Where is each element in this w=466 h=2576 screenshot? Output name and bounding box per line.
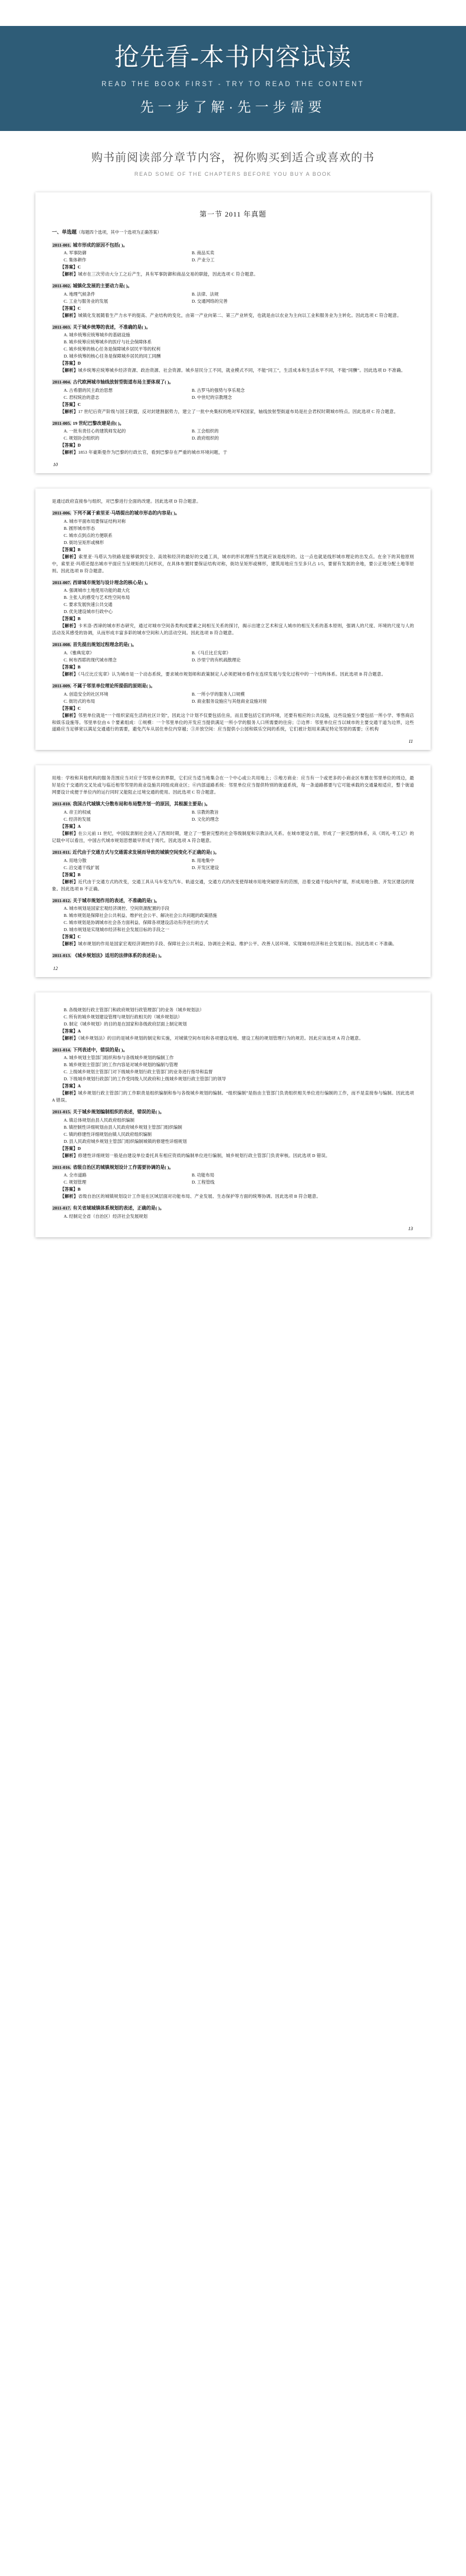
answer-label: 【答案】 [60,664,78,670]
question-text: 下列表述中，错误的是( )。 [71,1047,128,1053]
question-block [52,897,414,948]
analysis-label: 【解析】 [60,879,78,884]
answer-line [52,705,414,712]
question-text: 不属于邻里单位理论所提倡的原则是( )。 [71,683,156,689]
answer-value: D [77,1145,81,1151]
question-text: 近代由于交通方式与交通需求发展而导致的城镇空间变化不正确的是( )。 [71,849,219,855]
option-item[interactable]: B. 城乡统筹应统筹城乡的医疗与社会保障体系 [64,339,152,345]
question-stem [52,1164,414,1172]
question-text: 古代欧洲城市轴线放射型街道布局主要体现了( )。 [71,379,174,385]
answer-label: 【答案】 [60,705,78,711]
question-stem [52,1047,414,1054]
page-content [52,1007,414,1220]
analysis-text: 索里亚·马塔认为铁路是能够做到安全、高效和经济的最好的交通工具，城市的形状理所当然就应该是线形的。这一点也就是线形城市理论的出发点。在余下的其他原则中，索里亚·玛塔还提出城市平面应当呈规矩的几何形状，在具体布置时要保证结构对称，街坊呈矩形或梯形，建筑用地应当至多只占 1/5，要留有发展的余地，要公正地分配土地等原则。因此选项 B 符合题意。 [52,553,414,573]
question-text: 下列不属于索里亚·马塔提出的城市形态的内容是( )。 [71,510,180,516]
analysis-label: 【解析】 [60,368,78,373]
question-block [52,1164,414,1201]
question-stem [52,849,414,857]
option-row [52,698,414,705]
answer-label: 【答案】 [60,264,78,270]
question-number: 2011-013. [52,953,71,959]
option-row [52,650,414,657]
option-row [52,1213,414,1220]
option-row [52,394,414,401]
option-item[interactable]: B. 城乡规划主管部门的工作内容是对城乡规划的编制与管理 [64,1062,178,1068]
analysis-label: 【解析】 [60,941,78,947]
top-spacer [0,0,466,26]
option-item[interactable]: B. 工会组织的 [192,428,219,434]
option-item[interactable]: B. 法律、法规 [192,291,219,297]
option-item[interactable]: D. 城市规划是实现城市经济和社会发展目标的手段之一 [64,927,170,933]
answer-value: D [77,443,81,448]
analysis-line [52,408,414,415]
option-item[interactable]: B.《马丘比丘宪章》 [192,650,231,656]
option-row [52,291,414,298]
continuation-paragraph: 是通过政府直接参与组织，对巴黎进行全面的改建。因此选项 D 符合题意。 [52,499,201,504]
option-item[interactable]: B. 镇控制性详细规划由县人民政府城乡规划主管部门组织编制 [64,1124,182,1130]
question-number: 2011-017. [52,1205,71,1211]
answer-line [52,664,414,671]
option-item[interactable]: A. 城市规划是国家宏观经济调控、空间资源配置的手段 [64,906,170,912]
question-block [52,324,414,375]
question-number: 2011-006. [52,510,71,516]
answer-line [52,823,414,830]
analysis-line [52,671,414,678]
option-item[interactable]: A. 经制定全省（自治区）经济社会发展规划 [64,1213,148,1219]
answer-line [52,1186,414,1193]
answer-label: 【答案】 [60,1083,78,1089]
option-item[interactable]: C. 城市规划是协调城市社会各方面利益、保障各项建设活动有序进行的方式 [64,920,209,926]
question-type-note: （每题四个选项，其中一个选项为正确答案） [76,230,162,235]
analysis-label: 【解析】 [60,408,78,414]
page-content [52,775,414,959]
option-list [52,650,414,664]
page-number: 12 [53,965,58,971]
question-number: 2011-010. [52,801,71,807]
option-item[interactable]: C. 柯布西耶的现代城市理念 [64,657,117,663]
question-text: 《城乡规划法》适用的法律体系的表述是( )。 [71,953,165,959]
option-item[interactable]: B. 商品买卖 [192,250,215,256]
answer-value: B [77,616,81,622]
question-text: 关于城市规划作用的表述，不准确的是( )。 [71,897,160,903]
option-item[interactable]: C. 规划协会组织的 [64,435,100,441]
option-item[interactable]: A. 地理气候条件 [64,291,96,297]
option-item[interactable]: C. 规划管理 [64,1179,87,1185]
question-block [52,510,414,575]
continuation-paragraph: 用地：学校和其他机构的服务范围应当对应于邻里单位的界限，它们应当适当地集合在一个中心或公共用地上；⑤地方商业：应当有一个或更多的小商业区布置在邻里单位的周边，最好是位于交通的交叉处或与临近相邻邻里的商业设施共同组成商业区；⑥内部道路系统：邻里单位应当提供特别的街道系统，每一条道路都要与它可能承载的交通量相适应，整个街道网要设计成便于单位内的运行同时又能阻止过境交通的使用。因此选项 C 符合题意。 [52,775,414,795]
analysis-text: 卡米洛·西谛的城市形态研究，通过对城市空间各类构成要素之间相互关系的探讨，揭示出建立艺术和宜人城市的相互关系的基本原则，强调人的尺度、环境的尺度与人的活动及其感受的协调，从而形成丰富多彩的城市空间和人的活动空间。因此选项 B 符合题意。 [52,623,414,636]
question-number: 2011-004. [52,379,71,385]
question-stem [52,1205,414,1212]
answer-line [52,933,414,940]
question-stem [52,242,414,250]
question-text: 关于城乡统筹的表述，不准确的是( )。 [71,324,151,330]
analysis-line [52,1035,414,1042]
analysis-label: 【解析】 [60,831,78,836]
analysis-line [52,830,414,844]
analysis-text: 《马丘比丘宪章》认为城市是一个动态系统，要求城市规划师和政策制定人必须把城市看作在连续发展与变化过程中的一个结构体系。因此选项 B 符合题意。 [78,671,386,677]
analysis-line [52,879,414,893]
subheader-text-en: READ SOME OF THE CHAPTERS BEFORE YOU BUY A BOOK [134,171,332,177]
answer-label: 【答案】 [60,616,78,622]
section-title: 第一节 2011 年真题 [199,209,267,218]
option-item[interactable]: A. 城乡规划主管部门组织和参与各级城乡规划的编制工作 [64,1055,174,1061]
option-item[interactable]: D. 下级城乡规划行政部门的工作受同级人民政府和上级城乡规划行政主管部门的领导 [64,1076,227,1082]
question-type-label: 一、单选题 [52,229,77,235]
answer-line [52,1145,414,1152]
analysis-line [52,1090,414,1104]
question-block [52,1109,414,1159]
question-number: 2011-014. [52,1047,71,1053]
answer-label: 【答案】 [60,360,78,366]
question-block [52,641,414,678]
option-item[interactable]: C. 工业与服务业的发展 [64,298,109,304]
answer-label: 【答案】 [60,401,78,407]
question-stem [52,579,414,587]
option-list [52,332,414,360]
option-item[interactable]: B. 宗教的教旨 [192,809,219,815]
question-block [52,579,414,637]
answer-value: B [77,546,81,552]
option-item[interactable]: D. 工程管线 [192,1179,215,1185]
option-item[interactable]: D. 中世纪的宗教理念 [192,394,232,400]
promo-subheader [0,131,466,181]
question-stem [52,420,414,428]
analysis-text: 《城乡规划法》的目的是城乡规划的制定和实施，对城镇空间布局和各项建设用地、建设工程的规划管理行为的规范。因此应该选项 A 符合题意。 [78,1035,364,1041]
answer-value: A [77,1083,81,1089]
question-block [52,849,414,893]
analysis-line [52,940,414,948]
option-item[interactable]: D. 文化的理念 [192,817,219,822]
option-item[interactable]: C. 街坊式的布局 [64,698,95,704]
analysis-text: 1853 年豪斯曼作为巴黎的行政长官，看到巴黎存在严重的城市环境问题，于 [78,450,228,455]
answer-label: 【答案】 [60,443,78,448]
analysis-line [52,1152,414,1159]
option-row [52,428,414,435]
option-list [52,250,414,264]
option-item[interactable]: C. 经济的发展 [64,817,91,822]
answer-line [52,1028,414,1035]
question-block [52,283,414,319]
banner-subtitle-en: READ THE BOOK FIRST - TRY TO READ THE CONTENT [101,80,365,88]
analysis-line [52,553,414,575]
analysis-text: 省级自治区的城镇规划设计工作是在区域层面对功能布局、产业发展、生态保护等方面的统筹协调。因此选项 B 符合题意。 [78,1194,321,1199]
option-item[interactable]: B. 圆形城市形态 [64,525,95,531]
question-stem [52,683,414,690]
question-text: 有关省域城镇体系规划的表述，正确的是( )。 [71,1205,165,1211]
option-item[interactable]: A. 城乡统筹应统筹城乡的基础设施 [64,332,130,338]
analysis-label: 【解析】 [60,271,78,277]
option-item[interactable]: A. 城市平面布局要保证结构对称 [64,518,126,524]
analysis-line [52,712,414,733]
page-content [52,498,414,733]
analysis-label: 【解析】 [60,553,79,559]
question-block [52,1007,414,1042]
option-row [52,257,414,264]
analysis-label: 【解析】 [60,671,78,677]
question-block [52,683,414,733]
question-text: 首先提出规划过程理念的是( )。 [71,642,137,648]
question-block [52,1205,414,1220]
question-stem [52,801,414,808]
answer-line [52,871,414,879]
question-stem [52,510,414,517]
question-stem [52,897,414,905]
question-stem [52,324,414,332]
answer-line [52,264,414,271]
answer-line [52,546,414,553]
analysis-label: 【解析】 [60,312,78,318]
option-item[interactable]: B. 古罗马的强势与享乐观念 [192,387,245,393]
answer-label: 【答案】 [60,1028,78,1034]
answer-label: 【答案】 [60,871,78,877]
option-item[interactable]: D. 街坊呈矩形或梯形 [64,539,104,545]
option-item[interactable]: D. 开发区建设 [192,864,219,870]
option-item[interactable]: C. 城乡统筹的核心任务是保障城乡居民平等的权利 [64,346,160,352]
option-item[interactable]: B. 用地集中 [192,857,215,863]
answer-line [52,442,414,449]
option-item[interactable]: B. 主张人的感受与艺术性空间布局 [64,595,130,601]
question-text: 关于城乡规划编制组织的表述，错误的是( )。 [71,1109,165,1115]
option-row [52,435,414,442]
analysis-text: 修建性详细规划一般是由建设单位委托具有相应资质的编制单位进行编制，城乡规划行政主管部门负责审核。因此选项 D 错误。 [78,1152,330,1158]
option-item[interactable]: A. 强调城市土地使用功能的最大化 [64,588,130,594]
answer-value: B [77,664,81,670]
option-item[interactable]: D. 城乡统筹的核心任务是保障城乡居民的同工同酬 [64,353,161,359]
analysis-label: 【解析】 [60,450,78,455]
option-item[interactable]: B. 城市规划是保障社会公共利益、维护社会公平、解决社会公共问题的政策措施 [64,913,217,919]
analysis-text: 17 世纪后资产阶级与国王联盟，反对封建割据势力，建立了一批中央集权的绝对军权国家，轴线放射型街道布局是社会君权时期城市特点。因此选项 C 符合题意。 [78,408,399,414]
option-list [52,809,414,823]
option-item[interactable]: D. 政府组织的 [192,435,219,441]
question-block [52,420,414,457]
answer-line [52,1083,414,1090]
analysis-text: 城乡规划行政主管部门的工作职责是组织编制和参与各级城乡规划的编制。“组织编制”是指由主管部门负责组织相关单位进行编制的工作，而不是直接参与编制。因此选项 A 错误。 [52,1090,414,1103]
question-text: 西谛城市规划与设计理念的核心是( )。 [71,579,151,585]
answer-value: C [77,305,81,311]
question-block [52,242,414,278]
option-row [52,1179,414,1186]
option-list [52,905,414,933]
document-page [35,192,431,474]
answer-value: B [77,1187,81,1192]
question-type-heading [52,228,414,237]
option-row [52,816,414,823]
analysis-line [52,367,414,374]
answer-label: 【答案】 [60,824,78,830]
analysis-text: 近代由于交通方式的改变，交通工具从马车变为汽车、轨道交通，交通方式的改变使得城市用地突破原有的范围，沿着交通干线向外扩展，形成用地分散、开发区建设的现象。因此选项 B 不正确。 [52,879,414,892]
answer-label: 【答案】 [60,305,78,311]
promo-banner [0,26,466,131]
answer-value: D [77,360,81,366]
option-item[interactable]: A. 创造安全的社区环境 [64,691,109,697]
question-number: 2011-005. [52,420,71,426]
option-item[interactable]: D. 县人民政府城乡规划主管部门组织编制城镇的修建性详细规划 [64,1138,187,1144]
analysis-line [52,312,414,319]
option-item[interactable]: C. 城市点到点的方便联系 [64,532,113,538]
analysis-label: 【解析】 [60,1090,78,1096]
analysis-text: 城市规划的作用是国家宏观经济调控的手段、保障社会公共利益、协调社会利益、维护公平、改善人居环境、实现城市经济和社会发展目标。因此选项 C 不准确。 [78,941,397,947]
option-list [52,857,414,871]
option-list [52,1007,414,1028]
option-item[interactable]: A. 古希腊的民主政治思想 [64,387,113,393]
option-row [52,864,414,871]
option-item[interactable]: C. 镇的修建性详细规划由镇人民政府组织编制 [64,1131,152,1137]
option-row [52,1172,414,1179]
answer-value: C [77,934,81,940]
option-item[interactable]: A. 一批有责任心的建筑师发起的 [64,428,126,434]
option-item[interactable]: A. 帝王的权威 [64,809,91,815]
page-number: 11 [408,739,413,745]
question-number: 2011-016. [52,1164,71,1170]
option-item[interactable]: A. 镇总体规划由县人民政府组织编制 [64,1117,134,1123]
answer-label: 【答案】 [60,546,78,552]
option-item[interactable]: A.《雅典宪章》 [64,650,94,656]
banner-subtitle-cn: 先一步了解·先一步需要 [140,99,326,114]
question-block [52,1047,414,1105]
option-item[interactable]: D. 优先建设城市行政中心 [64,609,113,615]
option-list [52,1054,414,1083]
page-content [52,209,414,457]
question-block [52,801,414,844]
question-stem [52,379,414,386]
question-number: 2011-001. [52,242,71,248]
document-page [35,489,431,750]
document-preview-pages [0,181,466,1237]
option-list [52,1213,414,1220]
answer-line [52,305,414,312]
option-list [52,428,414,442]
option-item[interactable]: D. 商业服务设施应与其他商业设施对接 [192,698,267,704]
question-stem [52,641,414,649]
option-item[interactable]: C. 集体耕作 [64,257,87,263]
page-number: 10 [53,462,58,468]
analysis-line [52,1193,414,1200]
option-list [52,587,414,615]
option-item[interactable]: A. 用地分散 [64,857,87,863]
answer-value: A [77,1028,81,1034]
option-item[interactable]: C. 君权统治的意志 [64,394,100,400]
analysis-text: 邻里单位就是“一个组织家庭生活的社区计划”，因此这个计划不仅要包括住房，而且要包括它们的环境，还要有相应的公共设施，这些设施至少要包括一所小学、零售商店和娱乐设施等。邻里单位由 6 个要素组成：①规模：一个邻里单位的开发应当提供满足一所小学的服务人口所需要的住房；②边界：邻里单位应当以城市的主要交通干道为边界，这些道路应当足够宽以满足交通通行的需要，避免汽车从居住单位内穿越；③开放空间：应当提供小公园和娱乐空间的系统，它们被计划用来满足特定邻里的需要；④机构 [52,712,414,732]
option-list [52,1117,414,1145]
option-list [52,1172,414,1186]
option-row [52,250,414,257]
question-text: 省级自治区的城镇规划设计工作需要协调的是( )。 [71,1164,174,1170]
option-item[interactable]: D. 制定《城乡规划》的目的是在国家和各级政府层面上制定规划 [64,1021,187,1027]
question-stem [52,952,414,960]
option-row [52,809,414,816]
question-block [52,379,414,415]
option-row [52,298,414,305]
question-text: 我国古代城镇大分散布局和布局整齐划一的原因，其根源主要是( )。 [71,801,211,807]
option-row [52,657,414,664]
option-row [52,387,414,394]
option-row [52,691,414,698]
analysis-line [52,622,414,637]
question-number: 2011-008. [52,642,71,648]
question-number: 2011-003. [52,324,71,330]
document-page [35,765,431,976]
answer-label: 【答案】 [60,1187,78,1192]
page-number: 13 [408,1225,413,1231]
question-text: 19 世纪巴黎改建是由( )。 [71,420,124,426]
analysis-text: 城镇化发展随着生产力水平的提高、产业结构的变化，由第一产业向第二、第三产业转变，也就是由以农业为主向以工业和服务业为主转化。因此选项 C 符合题意。 [78,312,402,318]
answer-label: 【答案】 [60,934,78,940]
answer-value: C [77,264,81,270]
question-number: 2011-002. [52,283,71,289]
option-item[interactable]: D. 交通网络的完善 [192,298,228,304]
analysis-text: 城乡统筹应统筹城乡经济资源、政治资源、社会资源。城乡居民分工不同，就业模式不同，不能“同工”，生活成本和生活水平不同，不能“同酬”。因此选项 D 不准确。 [78,368,406,373]
answer-value: B [77,871,81,877]
analysis-label: 【解析】 [60,623,78,629]
option-item[interactable]: D. 产业分工 [192,257,215,263]
option-item[interactable]: B. 功能布局 [192,1172,215,1178]
question-block [52,952,414,960]
question-number: 2011-009. [52,683,71,689]
answer-value: C [77,705,81,711]
option-list [52,691,414,705]
analysis-text: 城市在三次劳动大分工之后产生，具有军事防御和商品交易的职能，因此选项 C 符合题意。 [78,271,258,277]
question-text: 城市形成的原因不包括( )。 [71,242,128,248]
option-item[interactable]: A. 军事防御 [64,250,87,256]
option-list [52,291,414,305]
question-stem [52,1109,414,1116]
analysis-label: 【解析】 [60,1194,78,1199]
answer-line [52,360,414,367]
option-list [52,518,414,546]
option-item[interactable]: C. 沿交通干线扩展 [64,864,100,870]
option-item[interactable]: D. 沙里宁的有机疏散理论 [192,657,241,663]
document-page [35,992,431,1237]
option-item[interactable]: C. 要求发展快速公共交通 [64,602,113,608]
analysis-label: 【解析】 [60,1152,78,1158]
question-stem [52,283,414,290]
subheader-text-cn: 购书前阅读部分章节内容，祝你购买到适合或喜欢的书 [91,151,375,164]
analysis-text: 在公元前 11 世纪，中国奴隶制社会进入了西周时期，建立了一整套完整的社会等级制度和宗教法礼关系。在城市建设方面，形成了一套完整的体系，从《周礼·考工记》的记载中可以看出，中国古代城市规划思想最早形成于周代。因此选项 A 符合题意。 [52,831,414,843]
analysis-label: 【解析】 [60,1035,78,1041]
option-list [52,387,414,401]
analysis-line [52,449,414,456]
option-item[interactable]: C. 上级城乡规划主管部门对下级城乡规划行政主管部门的业务进行指导和监督 [64,1069,213,1075]
answer-value: A [77,824,81,830]
option-item[interactable]: B. 一所小学的服务人口规模 [192,691,245,697]
answer-line [52,615,414,622]
option-row [52,857,414,864]
banner-title: 抢先看-本书内容试读 [114,44,352,71]
option-item[interactable]: B. 各级规划行政主管部门和政府规划行政管理部门的业务（城乡规划法） [64,1007,204,1012]
option-item[interactable]: C. 所有的城乡规划建设管理与规划行政相关的（城乡规划法） [64,1014,182,1020]
question-text: 城镇化发展的主要动力是( )。 [71,283,133,289]
question-number: 2011-011. [52,849,71,855]
question-number: 2011-012. [52,897,71,903]
analysis-label: 【解析】 [60,712,78,718]
question-number: 2011-007. [52,579,71,585]
answer-line [52,401,414,408]
option-item[interactable]: A. 全市道路 [64,1172,87,1178]
question-number: 2011-015. [52,1109,71,1115]
answer-label: 【答案】 [60,1145,78,1151]
answer-value: C [77,401,81,407]
analysis-line [52,271,414,278]
